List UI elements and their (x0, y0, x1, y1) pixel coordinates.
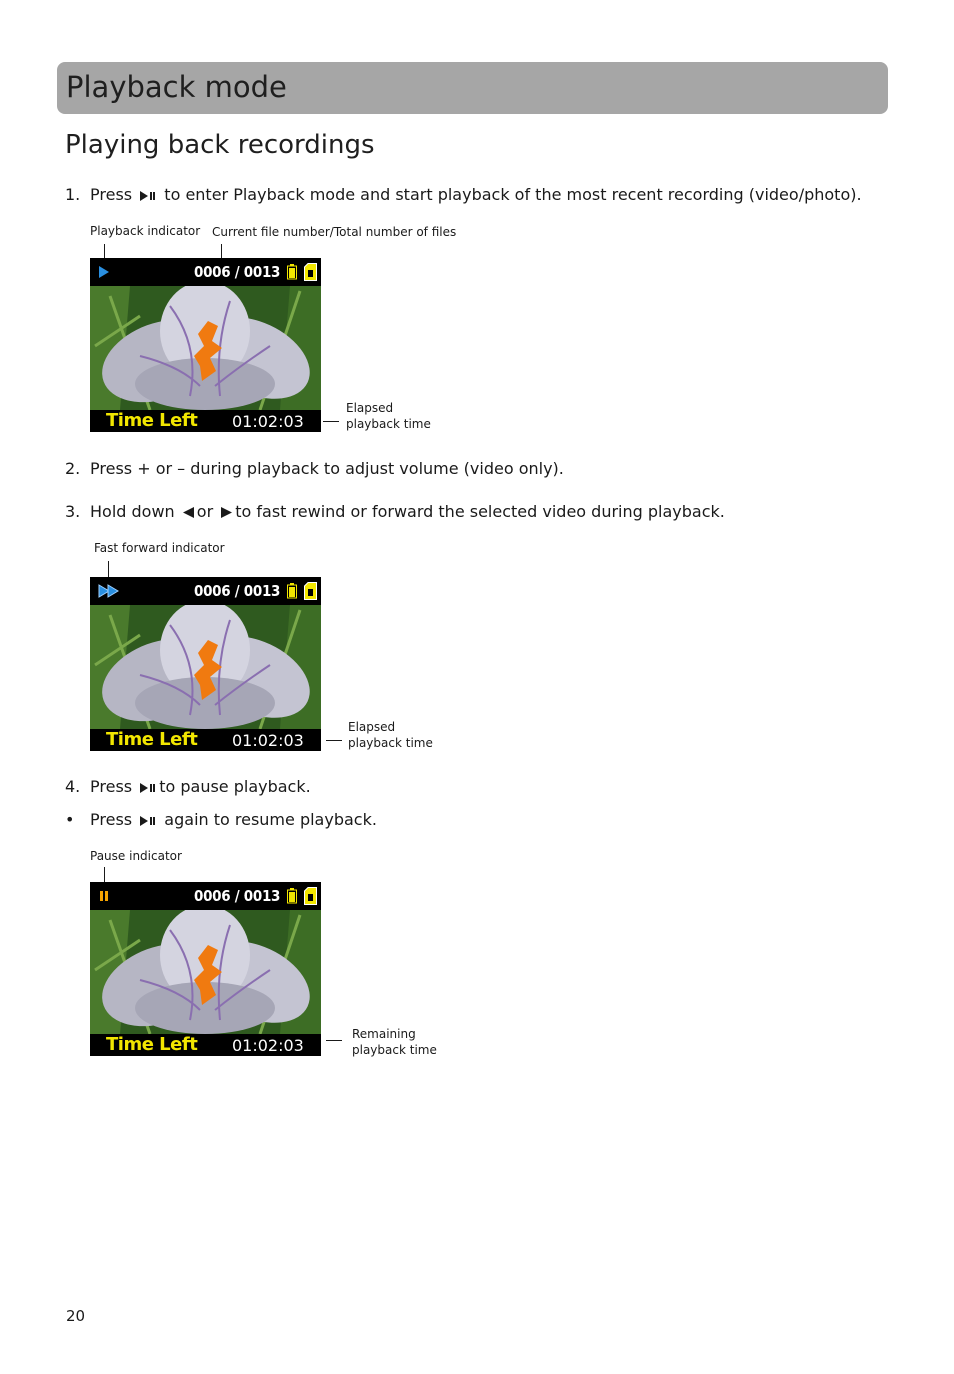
step-text-mid: or (196, 502, 214, 521)
chapter-header-bar (57, 62, 888, 114)
step-4 (65, 777, 311, 797)
fast-forward-indicator-caption: Fast forward indicator (94, 541, 225, 555)
file-counter: 0006 / 0013 (194, 263, 281, 281)
rewind-arrow-icon (183, 507, 194, 518)
battery-icon (287, 583, 297, 599)
step-text-post: to fast rewind or forward the selected video during playback. (235, 502, 725, 521)
remaining-caption-line1: Remaining (352, 1027, 416, 1041)
play-indicator-icon (98, 265, 110, 279)
step-text-post: to pause playback. (159, 777, 311, 796)
pause-indicator-caption: Pause indicator (90, 849, 182, 863)
step-2 (65, 459, 564, 479)
playback-indicator-caption: Playback indicator (90, 224, 201, 238)
memory-card-icon (304, 887, 317, 905)
camera-screen-playback (90, 258, 321, 432)
crocus-flower-photo (90, 605, 321, 729)
bullet-marker: • (65, 810, 75, 829)
page-number: 20 (66, 1307, 86, 1325)
fast-forward-indicator-icon (98, 584, 120, 598)
leader-line (221, 244, 222, 259)
crocus-flower-photo (90, 286, 321, 410)
section-title: Playing back recordings (65, 130, 375, 160)
leader-line (108, 561, 109, 577)
step-text-pre: Press (90, 777, 133, 796)
screen-status-bar (90, 577, 321, 605)
step-1 (65, 185, 862, 205)
step-text-pre: Press (90, 185, 133, 204)
leader-line (104, 244, 105, 259)
step-number: 2. (65, 459, 81, 478)
step-number: 1. (65, 185, 81, 204)
battery-icon (287, 264, 297, 280)
elapsed-caption-line2: playback time (348, 736, 433, 750)
remaining-time-value: 01:02:03 (232, 1036, 304, 1055)
step-text-pre: Hold down (90, 502, 175, 521)
file-number-caption: Current file number/Total number of files (212, 225, 457, 239)
camera-screen-fast-forward (90, 577, 321, 751)
elapsed-caption-line1: Elapsed (348, 720, 396, 734)
pause-indicator-icon (98, 889, 110, 903)
elapsed-time-value: 01:02:03 (232, 731, 304, 750)
chapter-title: Playback mode (66, 70, 287, 104)
leader-line (323, 421, 339, 422)
battery-icon (287, 888, 297, 904)
elapsed-caption-line2: playback time (346, 417, 431, 431)
step-number: 3. (65, 502, 81, 521)
memory-card-icon (304, 263, 317, 281)
leader-line (326, 740, 342, 741)
screen-time-bar (90, 1034, 321, 1056)
bullet-step (65, 810, 377, 830)
play-pause-icon (140, 191, 156, 201)
step-text: Press + or – during playback to adjust volume (video only). (90, 459, 564, 478)
leader-line (104, 867, 105, 883)
leader-line (326, 1040, 342, 1041)
file-counter: 0006 / 0013 (194, 582, 281, 600)
time-left-label: Time Left (106, 410, 198, 431)
screen-status-bar (90, 258, 321, 286)
remaining-caption-line2: playback time (352, 1043, 437, 1057)
time-left-label: Time Left (106, 1034, 198, 1055)
step-number: 4. (65, 777, 81, 796)
crocus-flower-photo (90, 910, 321, 1034)
screen-status-bar (90, 882, 321, 910)
play-pause-icon (140, 816, 156, 826)
camera-screen-paused (90, 882, 321, 1056)
time-left-label: Time Left (106, 729, 198, 750)
elapsed-caption-line1: Elapsed (346, 401, 394, 415)
step-3 (65, 502, 725, 522)
file-counter: 0006 / 0013 (194, 887, 281, 905)
screen-time-bar (90, 729, 321, 751)
screen-time-bar (90, 410, 321, 432)
forward-arrow-icon (221, 507, 232, 518)
play-pause-icon (140, 783, 156, 793)
step-text-pre: Press (90, 810, 133, 829)
memory-card-icon (304, 582, 317, 600)
step-text-post: to enter Playback mode and start playback of the most recent recording (video/photo). (164, 185, 862, 204)
elapsed-time-value: 01:02:03 (232, 412, 304, 431)
step-text-post: again to resume playback. (164, 810, 377, 829)
